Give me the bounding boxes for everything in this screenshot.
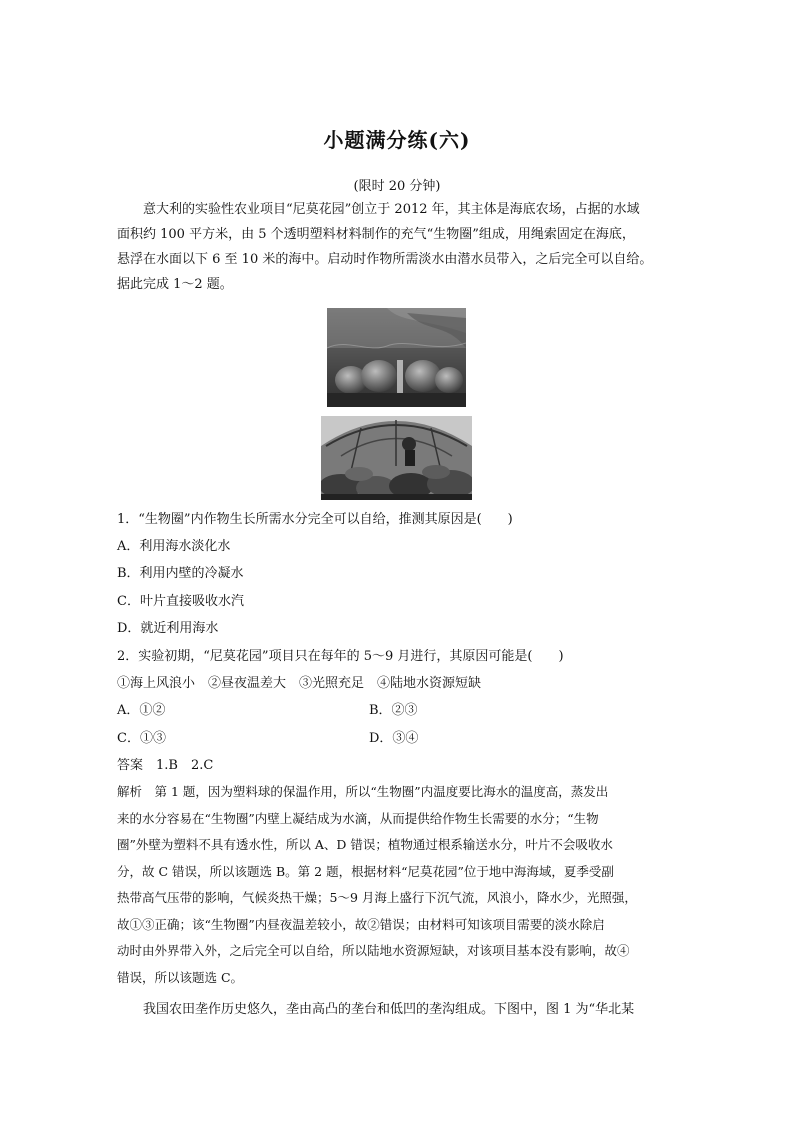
- analysis-line-8: 错误，所以该题选 C。: [117, 969, 244, 985]
- analysis-line-2: 来的水分容易在“生物圈”内壁上凝结成为水滴，从而提供给作物生长需要的水分；“生物: [117, 810, 599, 826]
- q2-option-b: B．②③: [369, 703, 418, 718]
- q2-option-d: D．③④: [369, 731, 419, 746]
- question-2-stem: 2．实验初期，“尼莫花园”项目只在每年的 5～9 月进行，其原因可能是( ): [117, 649, 564, 664]
- biosphere-interior-photo: [321, 416, 472, 500]
- analysis-line-3: 圈”外壁为塑料不具有透水性，所以 A、D 错误；植物通过根系输送水分，叶片不会吸收水: [117, 837, 613, 852]
- q1-option-c: C．叶片直接吸收水汽: [117, 594, 244, 609]
- q1-option-a: A．利用海水淡化水: [117, 539, 231, 554]
- intro-line-2: 面积约 100 平方米，由 5 个透明塑料材料制作的充气“生物圈”组成，用绳索固定在海底，: [117, 227, 635, 242]
- analysis-line-5: 热带高气压带的影响，气候炎热干燥；5～9 月海上盛行下沉气流，风浪小，降水少，光照强，: [117, 890, 637, 905]
- underwater-domes-photo: [327, 308, 466, 407]
- q2-option-c: C．①③: [117, 731, 166, 746]
- question-1-stem: 1．“生物圈”内作物生长所需水分完全可以自给，推测其原因是( ): [117, 512, 513, 527]
- intro-line-1: 意大利的实验性农业项目“尼莫花园”创立于 2012 年，其主体是海底农场，占据的水域: [143, 202, 640, 217]
- analysis-paragraph: [117, 779, 679, 991]
- analysis-line-4: 分，故 C 错误，所以该题选 B。第 2 题，根据材料“尼莫花园”位于地中海海域，夏季受副: [117, 863, 614, 879]
- next-passage-line: 我国农田垄作历史悠久，垄由高凸的垄台和低凹的垄沟组成。下图中，图 1 为“华北某: [143, 1002, 635, 1017]
- time-limit: (限时 20 分钟): [353, 179, 441, 194]
- q2-option-a: A．①②: [117, 703, 166, 718]
- intro-line-4: 据此完成 1～2 题。: [117, 277, 233, 292]
- intro-paragraph: [117, 197, 679, 297]
- answer-line: 答案 1.B 2.C: [117, 758, 214, 773]
- analysis-line-7: 动时由外界带入外，之后完全可以自给，所以陆地水资源短缺，对该项目基本没有影响，故④: [117, 943, 630, 958]
- intro-line-3: 悬浮在水面以下 6 至 10 米的海中。启动时作物所需淡水由潜水员带入，之后完全可以自给。: [117, 252, 653, 267]
- analysis-label: 解析: [117, 784, 143, 799]
- analysis-line-1: 解析 第 1 题，因为塑料球的保温作用，所以“生物圈”内温度要比海水的温度高，蒸发出: [117, 784, 609, 799]
- page-title: 小题满分练(六): [323, 128, 471, 152]
- analysis-line-6: 故①③正确；该“生物圈”内昼夜温差较小，故②错误；由材料可知该项目需要的淡水除启: [117, 916, 605, 932]
- q1-option-b: B．利用内壁的冷凝水: [117, 566, 244, 581]
- q1-option-d: D．就近利用海水: [117, 621, 219, 636]
- q2-statements: ①海上风浪小 ②昼夜温差大 ③光照充足 ④陆地水资源短缺: [117, 676, 482, 691]
